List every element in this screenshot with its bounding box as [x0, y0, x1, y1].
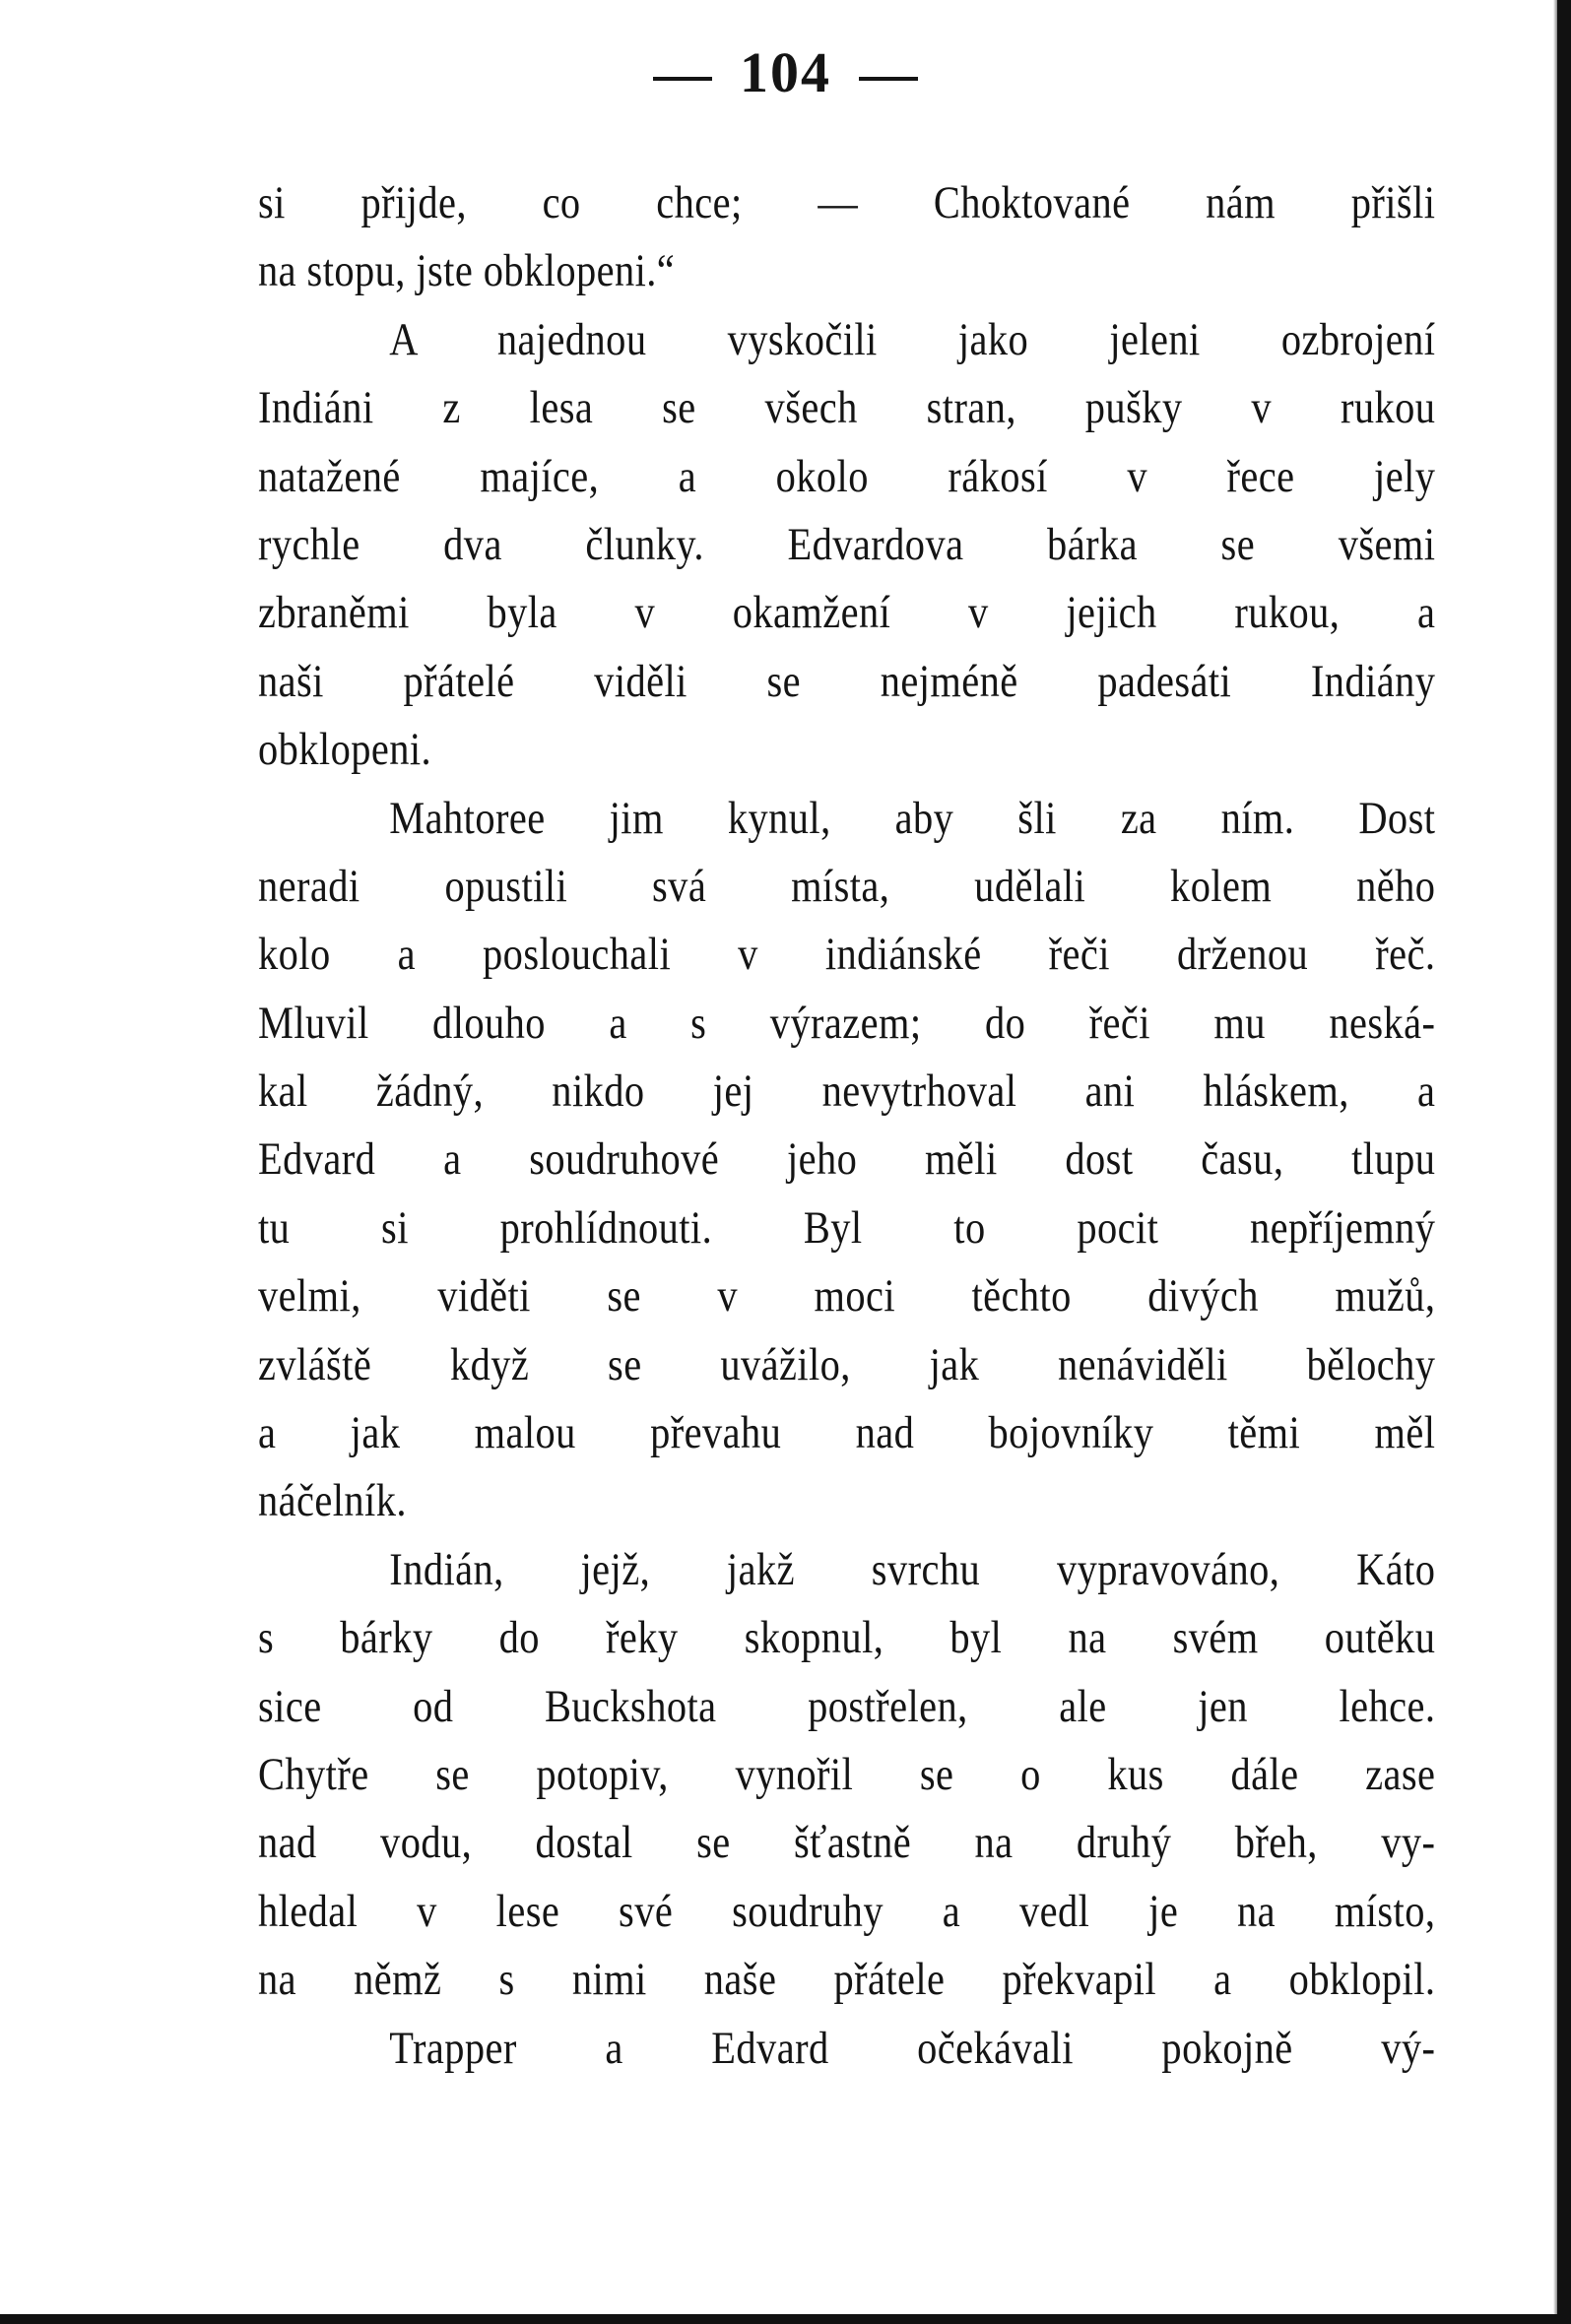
page-number: 104 — [740, 40, 831, 104]
text-line: natažené majíce, a okolo rákosí v řece jely — [258, 450, 1436, 502]
text-line: sice od Buckshota postřelen, ale jen lehce. — [258, 1680, 1436, 1732]
text-line: kolo a poslouchali v indiánské řeči drženou řeč. — [258, 929, 1436, 981]
text-line: Mluvil dlouho a s výrazem; do řeči mu neská- — [258, 997, 1436, 1049]
text-line: velmi, viděti se v moci těchto divých mužů, — [258, 1270, 1436, 1323]
text-line: kal žádný, nikdo jej nevytrhoval ani hláskem, a — [258, 1065, 1436, 1118]
text-line: obklopeni. — [258, 724, 432, 776]
text-line: hledal v lese své soudruhy a vedl je na místo, — [258, 1885, 1436, 1937]
text-line: Chytře se potopiv, vynořil se o kus dále zase — [258, 1748, 1436, 1800]
text-line: naši přátelé viděli se nejméně padesáti Indiány — [258, 655, 1436, 707]
text-line: Edvard a soudruhové jeho měli dost času, tlupu — [258, 1133, 1436, 1186]
text-line: rychle dva člunky. Edvardova bárka se všemi — [258, 518, 1436, 570]
text-line: Indiáni z lesa se všech stran, pušky v rukou — [258, 382, 1436, 434]
running-head — [0, 39, 1571, 105]
text-line: zbraněmi byla v okamžení v jejich rukou, a — [258, 587, 1436, 639]
text-line: si přijde, co chce; — Choktované nám přišli — [258, 177, 1436, 228]
text-line: náčelník. — [258, 1475, 407, 1527]
text-line: tu si prohlídnouti. Byl to pocit nepříjemný — [258, 1201, 1436, 1254]
text-line: Indián, jejž, jakž svrchu vypravováno, Káto — [389, 1543, 1436, 1595]
scan-border-right — [1557, 0, 1571, 2324]
text-line: na němž s nimi naše přátele překvapil a obklopil. — [258, 1954, 1436, 2006]
text-line: nad vodu, dostal se šťastně na druhý břeh, vy- — [258, 1817, 1436, 1869]
text-line: neradi opustili svá místa, udělali kolem něho — [258, 860, 1436, 912]
text-line: A najednou vyskočili jako jeleni ozbrojení — [389, 313, 1436, 365]
text-line: Trapper a Edvard očekávali pokojně vý- — [389, 2022, 1436, 2074]
text-line: a jak malou převahu nad bojovníky těmi měl — [258, 1407, 1436, 1459]
scan-border-bottom — [0, 2314, 1571, 2324]
text-line: s bárky do řeky skopnul, byl na svém outěku — [258, 1612, 1436, 1664]
header-dash-left — [653, 77, 712, 81]
text-line: Mahtoree jim kynul, aby šli za ním. Dost — [389, 792, 1436, 844]
body-text — [258, 169, 1435, 2083]
text-line: zvláště když se uvážilo, jak nenáviděli bělochy — [258, 1338, 1436, 1390]
text-line: na stopu, jste obklopeni.“ — [258, 245, 676, 297]
header-dash-right — [859, 77, 918, 81]
